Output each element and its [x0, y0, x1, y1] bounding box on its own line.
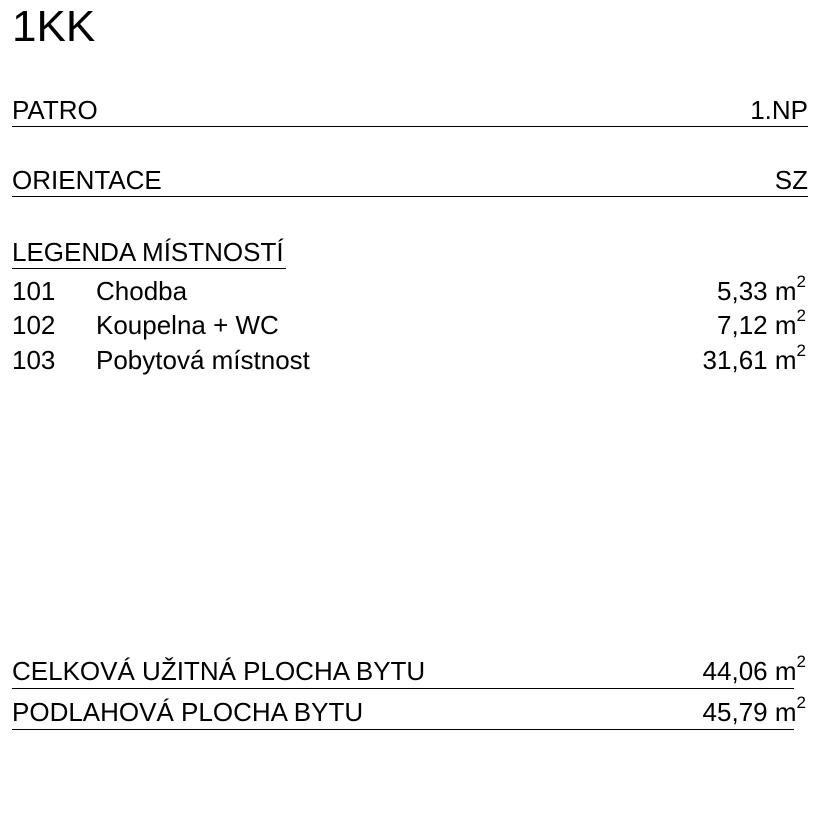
room-area: 31,61 $m^2$ [702, 341, 806, 375]
room-legend-heading: LEGENDA MÍSTNOSTÍ [12, 237, 284, 267]
total-usable-area-value: 44,06 $m^2$ [702, 652, 806, 686]
orientation-label: ORIENTACE [12, 165, 162, 195]
room-row [12, 343, 806, 377]
total-usable-area-row [12, 652, 806, 689]
room-number: 103 [12, 345, 56, 375]
orientation-value: SZ [774, 165, 808, 195]
room-number: 102 [12, 310, 56, 340]
room-number: 101 [12, 276, 56, 306]
floor-value: 1.NP [750, 95, 808, 125]
room-area: 7,12 $m^2$ [717, 306, 806, 340]
floor-area-value: 45,79 $m^2$ [702, 693, 806, 727]
room-name: Chodba [96, 276, 188, 306]
floor-area-label: PODLAHOVÁ PLOCHA BYTU [12, 697, 364, 727]
room-name: Koupelna + WC [96, 310, 279, 340]
floor-row [12, 96, 808, 127]
page-title: 1KK [12, 2, 96, 51]
total-usable-area-label: CELKOVÁ UŽITNÁ PLOCHA BYTU [12, 656, 426, 686]
floor-label: PATRO [12, 95, 98, 125]
orientation-row [12, 166, 808, 197]
room-row [12, 308, 806, 342]
floor-area-row [12, 693, 806, 730]
room-row [12, 274, 806, 308]
room-name: Pobytová místnost [96, 345, 310, 375]
room-area: 5,33 $m^2$ [717, 272, 806, 306]
